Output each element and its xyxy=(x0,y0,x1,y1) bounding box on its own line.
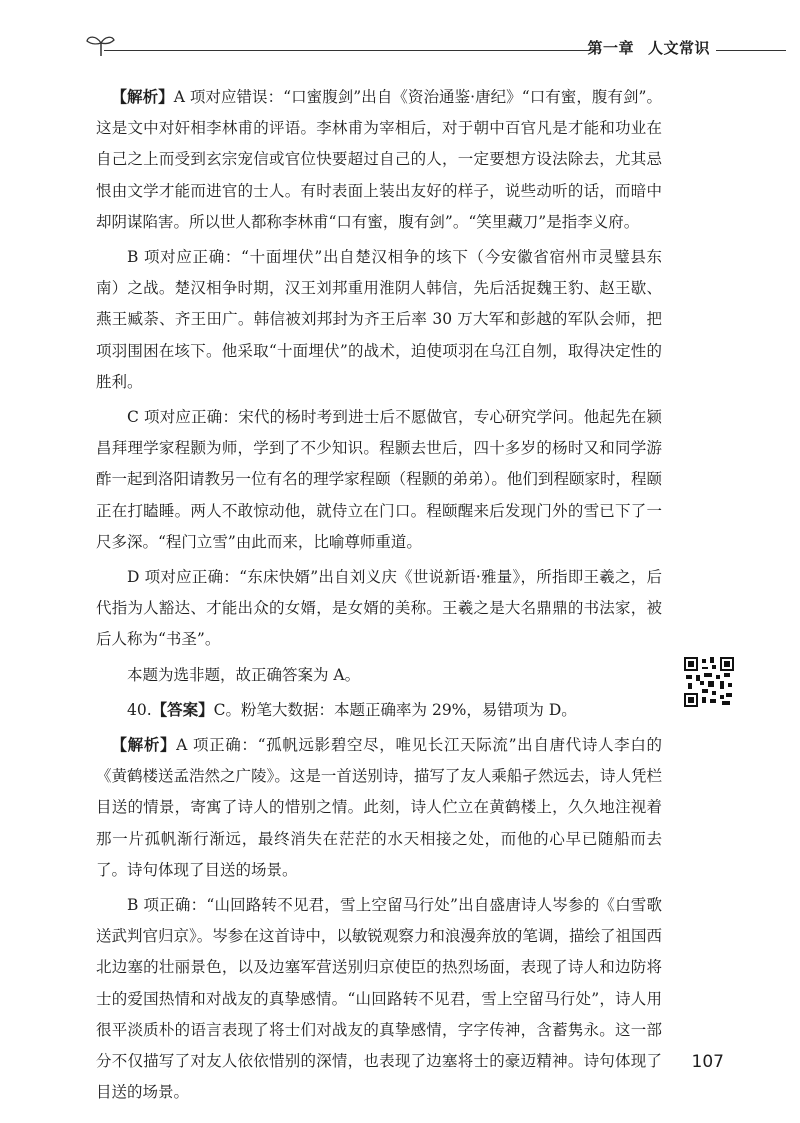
chapter-number: 第一章 xyxy=(587,39,634,57)
paragraph-text: D 项对应正确：“东床快婿”出自刘义庆《世说新语·雅量》，所指即王羲之，后代指为人豁达、才能出众的女婿，是女婿的美称。王羲之是大名鼎鼎的书法家，被后人称为“书圣”。 xyxy=(96,568,662,649)
paragraph-text: B 项正确：“山回路转不见君，雪上空留马行处”出自盛唐诗人岑参的《白雪歌送武判官归京》。岑参在这首诗中，以敏锐观察力和浪漫奔放的笔调，描绘了祖国西北边塞的壮丽景色，以及边塞军营送别归京使臣的热烈场面，表现了诗人和边防将士的爱国热情和对战友的真挚感情。“山回路转不见君，雪上空留马行处”，诗人用很平淡质朴的语言表现了将士们对战友的真挚感情，字字传神，含蓄隽永。这一部分不仅描写了对友人依依惜别的深情，也表现了边塞将士的豪迈精神。诗句体现了目送的场景。 xyxy=(96,896,662,1102)
paragraph xyxy=(96,730,662,886)
chapter-heading xyxy=(587,37,710,58)
answer-label: 【答案】 xyxy=(151,700,214,719)
paragraph xyxy=(96,562,662,656)
paragraph-text: A 项正确：“孤帆远影碧空尽，唯见长江天际流”出自唐代诗人李白的《黄鹤楼送孟浩然之广陵》。这是一首送别诗，描写了友人乘船孑然远去，诗人凭栏目送的情景，寄寓了诗人的惜别之情。此刻，诗人伫立在黄鹤楼上，久久地注视着那一片孤帆渐行渐远，最终消失在茫茫的水天相接之处，而他的心早已随船而去了。诗句体现了目送的场景。 xyxy=(96,736,662,879)
chapter-title: 人文常识 xyxy=(647,39,710,57)
question-number: 40. xyxy=(127,700,152,719)
body-text xyxy=(96,82,662,1113)
paragraph xyxy=(96,82,662,238)
answer-line xyxy=(96,695,662,726)
paragraph-text: B 项对应正确：“十面埋伏”出自楚汉相争的垓下（今安徽省宿州市灵璧县东南）之战。楚汉相争时期，汉王刘邦重用淮阴人韩信，先后活捉魏王豹、赵王歇、燕王臧荼、齐王田广。韩信被刘邦封为齐王后率 30 万大军和彭越的军队会师，把项羽围困在垓下。他采取“十面埋伏”的战术，迫使项羽在乌江自刎，取得决定性的胜利。 xyxy=(96,248,662,391)
paragraph-text: A 项对应错误：“口蜜腹剑”出自《资治通鉴·唐纪》“口有蜜，腹有剑”。这是文中对奸相李林甫的评语。李林甫为宰相后，对于朝中百官凡是才能和功业在自己之上而受到玄宗宠信或官位快要超过自己的人，一定要想方设法除去，尤其忌恨由文学才能而进官的士人。有时表面上装出友好的样子，说些动听的话，而暗中却阴谋陷害。所以世人都称李林甫“口有蜜，腹有剑”。“笑里藏刀”是指李义府。 xyxy=(96,88,662,231)
paragraph-text: C。粉笔大数据：本题正确率为 29%，易错项为 D。 xyxy=(213,700,577,719)
header-rule-left xyxy=(104,50,590,51)
paragraph xyxy=(96,242,662,398)
paragraph xyxy=(96,890,662,1108)
paragraph xyxy=(96,402,662,558)
header-rule-right xyxy=(716,50,786,51)
analysis-label: 【解析】 xyxy=(111,736,177,755)
sprout-icon xyxy=(84,32,118,58)
qr-code-icon xyxy=(684,657,734,707)
paragraph-text: 本题为选非题，故正确答案为 A。 xyxy=(127,665,361,684)
running-header xyxy=(84,30,786,60)
page-number: 107 xyxy=(691,1052,724,1072)
paragraph xyxy=(96,660,662,691)
paragraph-text: C 项对应正确：宋代的杨时考到进士后不愿做官，专心研究学问。他起先在颍昌拜理学家程颢为师，学到了不少知识。程颢去世后，四十多岁的杨时又和同学游酢一起到洛阳请教另一位有名的理学家程颐（程颢的弟弟）。他们到程颐家时，程颐正在打瞌睡。两人不敢惊动他，就侍立在门口。程颐醒来后发现门外的雪已下了一尺多深。“程门立雪”由此而来，比喻尊师重道。 xyxy=(96,408,662,551)
analysis-label: 【解析】 xyxy=(111,88,174,106)
